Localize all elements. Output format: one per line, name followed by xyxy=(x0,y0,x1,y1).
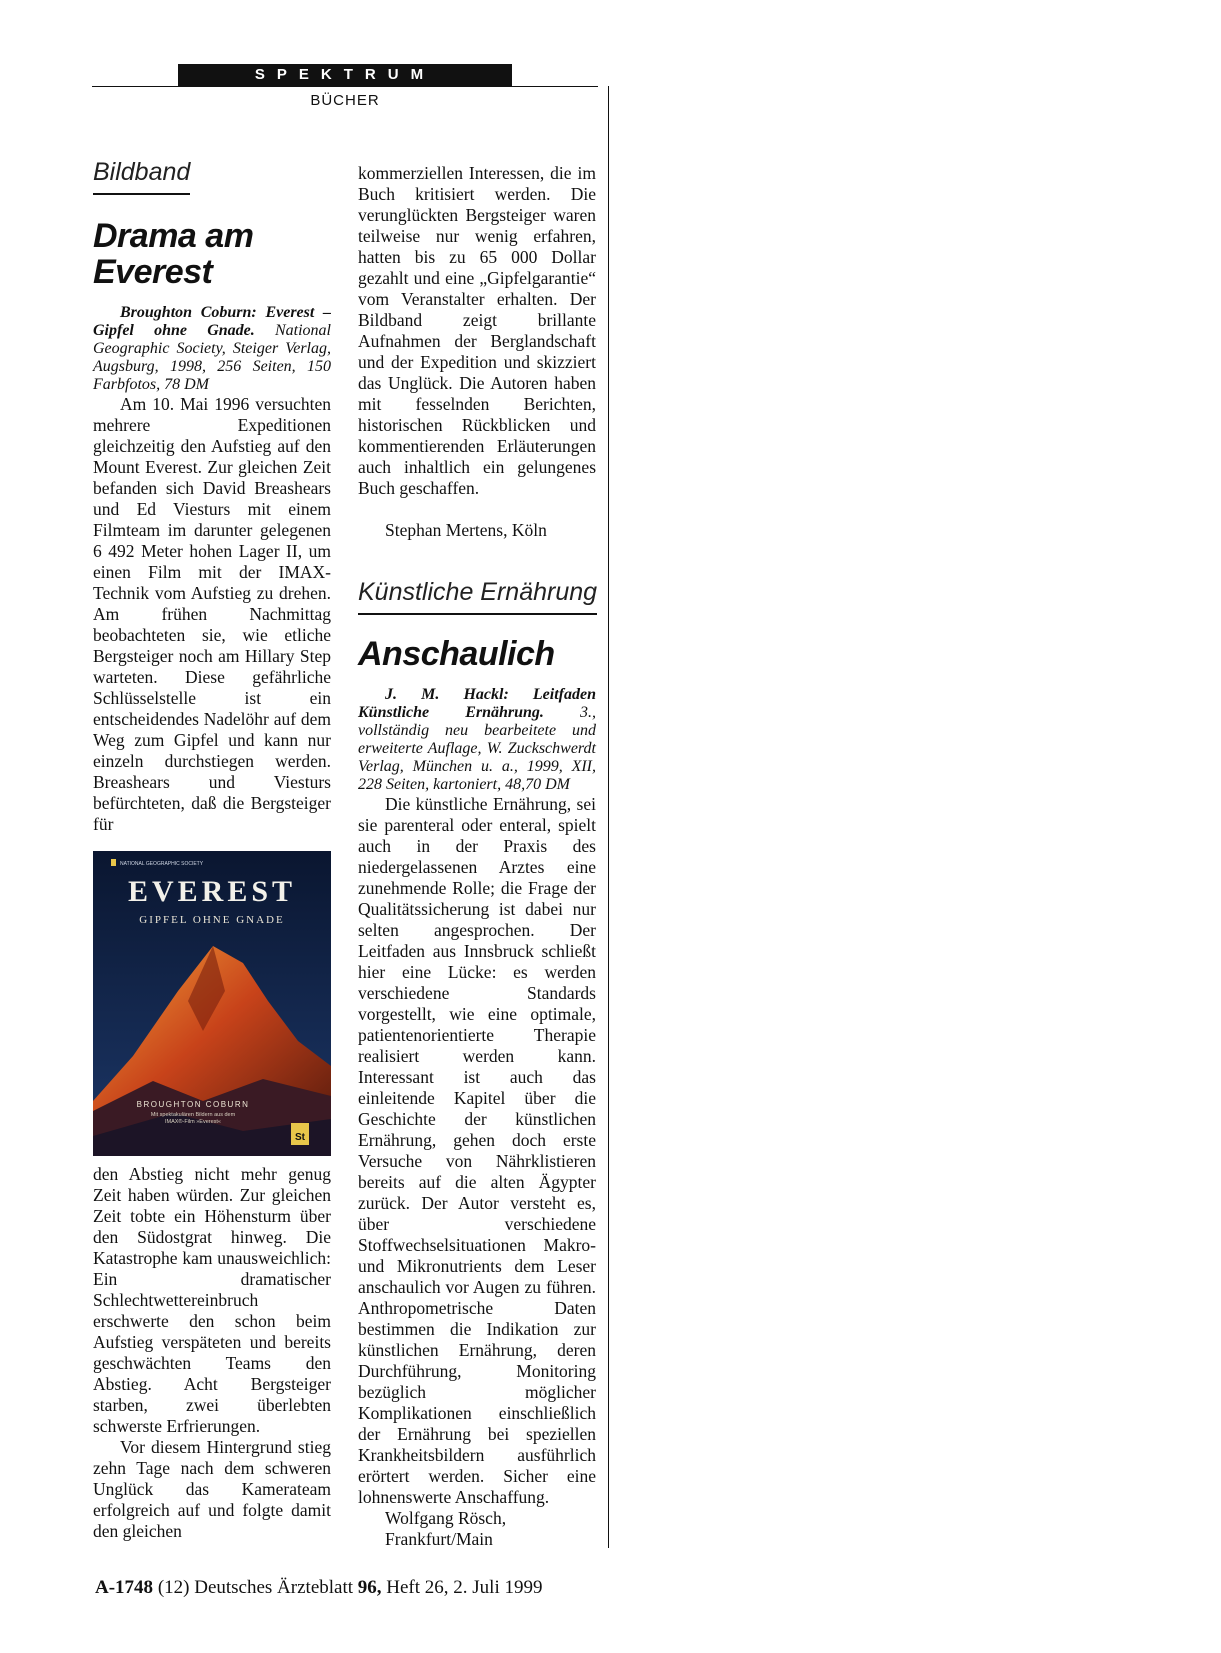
page-footer xyxy=(95,1577,543,1599)
cover-subtitle: GIPFEL OHNE GNADE xyxy=(139,914,285,926)
cover-logo: St xyxy=(295,1132,305,1143)
review1-headline-line1: Drama am xyxy=(93,217,254,255)
footer-journal: Deutsches Ärzteblatt xyxy=(194,1577,354,1598)
footer-local-page: (12) xyxy=(157,1577,190,1598)
review1-kicker-wrap xyxy=(93,158,190,195)
review1-body-top xyxy=(93,394,331,835)
review2-biblio-details: 3., vollständig neu bearbeitete und erweiterte Auflage, W. Zuckschwerdt Verlag, München u. a., 1999, XII, 228 Seiten, kartoniert, 48,70 DM xyxy=(358,704,596,793)
review2-headline: Anschaulich xyxy=(358,635,555,673)
review1-body-continued xyxy=(358,163,596,499)
review2-kicker-wrap xyxy=(358,578,597,615)
review2-signature xyxy=(358,1508,506,1550)
review1-kicker: Bildband xyxy=(93,158,190,195)
review2-kicker: Künstliche Ernährung xyxy=(358,578,597,615)
cover-title: EVEREST xyxy=(127,875,297,908)
book-cover-art xyxy=(93,851,331,1156)
footer-issue: Heft 26, 2. Juli 1999 xyxy=(386,1577,543,1598)
review1-body-bottom xyxy=(93,1164,331,1542)
cover-tagline-1: Mit spektakulären Bildern aus dem xyxy=(150,1112,236,1118)
cover-author: BROUGHTON COBURN xyxy=(136,1100,250,1109)
review1-paragraph-2: Vor diesem Hintergrund stieg zehn Tage nach dem schweren Unglück das Kamerateam erfolgreich auf und folgte damit den gleichen xyxy=(93,1437,331,1541)
review1-biblio xyxy=(93,304,331,394)
review2-body xyxy=(358,794,596,1508)
review1-paragraph-1-cont: den Abstieg nicht mehr genug Zeit haben würden. Zur gleichen Zeit tobte ein Höhensturm über den Südostgrat hinweg. Die Katastrophe kam unausweichlich: Ein dramatischer Schlechtwettereinbruch erschwerte den schon beim Aufstieg verspäteten und bereits geschwächten Teams den Abstieg. Acht Bergsteiger starben, zwei überlebten schwerste Erfrierungen. xyxy=(93,1164,331,1436)
review1-paragraph-1: Am 10. Mai 1996 versuchten mehrere Expeditionen gleichzeitig den Aufstieg auf den Mount Everest. Zur gleichen Zeit befanden sich David Breashears und Ed Viesturs mit einem Filmteam im darunter gelegenen 6 492 Meter hohen Lager II, um einen Film mit der IMAX-Technik vom Aufstieg zu drehen. Am frühen Nachmittag beobachteten sie, wie etliche Bergsteiger noch am Hillary Step warteten. Diese gefährliche Schlüsselstelle ist ein entscheidendes Nadelöhr auf dem Weg zum Gipfel und kann nur einzeln durchstiegen werden. Breashears und Viesturs befürchteten, daß die Bergsteiger für xyxy=(93,394,331,834)
review1-paragraph-2-cont: kommerziellen Interessen, die im Buch kritisiert werden. Die verunglückten Bergsteiger waren teilweise nur wenig erfahren, hatten bis zu 65 000 Dollar gezahlt und eine „Gipfelgarantie“ vom Veranstalter erhalten. Der Bildband zeigt brillante Aufnahmen der Berglandschaft und der Expedition und skizziert das Unglück. Die Autoren haben mit fesselnden Berichten, historischen Rückblicken und kommentierenden Erläuterungen auch inhaltlich ein gelungenes Buch geschaffen. xyxy=(358,163,596,498)
book-cover-image xyxy=(93,851,331,1156)
header-rule xyxy=(92,86,598,87)
footer-page-number: A-1748 xyxy=(95,1577,154,1598)
column-rule xyxy=(608,86,609,1548)
review1-biblio-details: National Geographic Society, Steiger Verlag, Augsburg, 1998, 256 Seiten, 150 Farbfotos, 78 DM xyxy=(93,322,331,393)
cover-publisher: NATIONAL GEOGRAPHIC SOCIETY xyxy=(120,861,204,867)
subsection-label: BÜCHER xyxy=(310,92,380,109)
review1-headline xyxy=(93,218,331,290)
cover-tagline-2: IMAX®-Film »Everest« xyxy=(164,1119,222,1125)
review1-signature: Stephan Mertens, Köln xyxy=(385,520,547,540)
review2-biblio xyxy=(358,686,596,794)
review1-headline-line2: Everest xyxy=(93,253,213,291)
review2-paragraph-1: Die künstliche Ernährung, sei sie parenteral oder enteral, spielt auch in der Praxis des niedergelassenen Arztes eine zunehmende Rolle; die Frage der Qualitätssicherung ist dabei nur selten angesprochen. Der Leitfaden aus Innsbruck schließt hier eine Lücke: es werden verschiedene Standards vorgestellt, wie eine optimale, patientenorientierte Therapie realisiert werden kann. Interessant ist auch das einleitende Kapitel über die Geschichte der künstlichen Ernährung, gehen doch erste Versuche von Nährklistieren bereits auf die alten Ägypter zurück. Der Autor versteht es, über verschiedene Stoffwechselsituationen Makro- und Mikronutrients dem Leser anschaulich vor Augen zu führen. Anthropometrische Daten bestimmen die Indikation zur künstlichen Ernährung, deren Durchführung, Monitoring bezüglich möglicher Komplikationen einschließlich der Ernährung bei speziellen Krankheitsbildern ausführlich erörtert werden. Sicher eine lohnenswerte Anschaffung. xyxy=(358,794,596,1507)
review1-biblio-author-title: Broughton Coburn: Everest – Gipfel ohne Gnade. xyxy=(93,304,331,339)
review2-signature-city: Frankfurt/Main xyxy=(385,1529,493,1549)
review2-biblio-author-title: J. M. Hackl: Leitfaden Künstliche Ernährung. xyxy=(358,686,596,721)
section-bar: SPEKTRUM xyxy=(178,64,512,86)
review2-signature-name: Wolfgang Rösch, xyxy=(385,1508,507,1528)
footer-volume: 96, xyxy=(357,1577,382,1598)
